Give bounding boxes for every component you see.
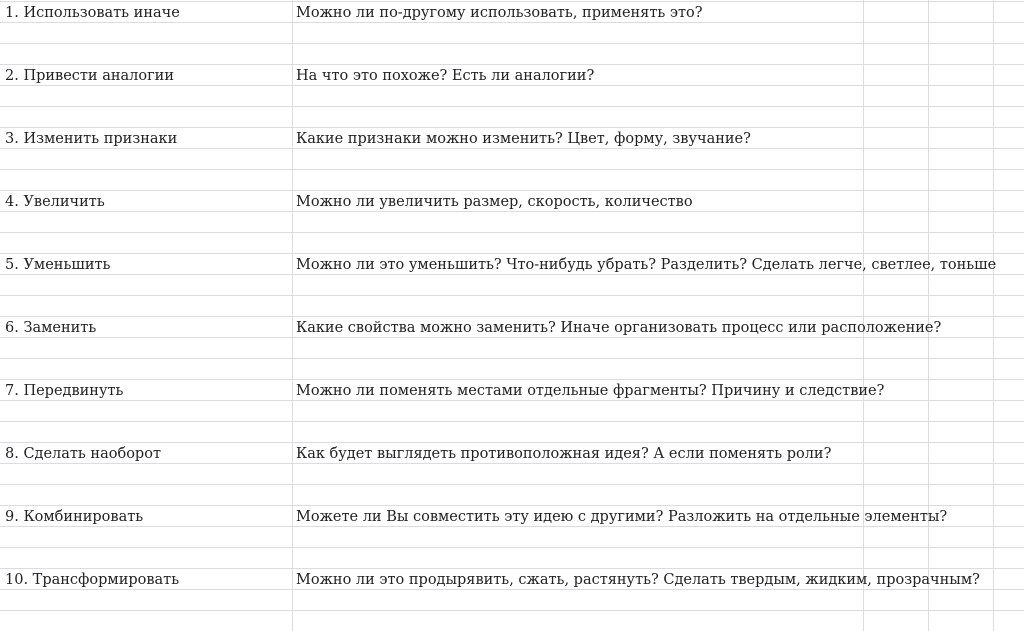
question-cell[interactable]: Какие признаки можно изменить? Цвет, форму, звучание?: [296, 131, 751, 147]
technique-name-cell[interactable]: 2. Привести аналогии: [5, 68, 175, 84]
question-cell[interactable]: Можно ли это уменьшить? Что-нибудь убрать? Разделить? Сделать легче, светлее, тоньше: [296, 257, 997, 273]
question-cell[interactable]: Какие свойства можно заменить? Иначе организовать процесс или расположение?: [296, 320, 942, 336]
question-cell[interactable]: Как будет выглядеть противоположная идея? А если поменять роли?: [296, 446, 832, 462]
question-cell[interactable]: Можно ли поменять местами отдельные фрагменты? Причину и следствие?: [296, 383, 885, 399]
technique-name-cell[interactable]: 8. Сделать наоборот: [5, 446, 161, 462]
technique-name-cell[interactable]: 6. Заменить: [5, 320, 97, 336]
technique-name-cell[interactable]: 4. Увеличить: [5, 194, 105, 210]
technique-name-cell[interactable]: 3. Изменить признаки: [5, 131, 178, 147]
technique-name-cell[interactable]: 10. Трансформировать: [5, 572, 180, 588]
technique-name-cell[interactable]: 9. Комбинировать: [5, 509, 144, 525]
technique-name-cell[interactable]: 5. Уменьшить: [5, 257, 111, 273]
table-row: [0, 569, 1024, 590]
table-row: [0, 254, 1024, 275]
question-cell[interactable]: На что это похоже? Есть ли аналогии?: [296, 68, 595, 84]
table-row: [0, 506, 1024, 527]
table-row: [0, 317, 1024, 338]
question-cell[interactable]: Можно ли это продырявить, сжать, растянуть? Сделать твердым, жидким, прозрачным?: [296, 572, 980, 588]
table-row: [0, 191, 1024, 212]
table-row: [0, 443, 1024, 464]
question-cell[interactable]: Можно ли увеличить размер, скорость, количество: [296, 194, 693, 210]
technique-name-cell[interactable]: 1. Использовать иначе: [5, 5, 180, 21]
table-row: [0, 128, 1024, 149]
question-cell[interactable]: Можно ли по-другому использовать, применять это?: [296, 5, 703, 21]
question-cell[interactable]: Можете ли Вы совместить эту идею с другими? Разложить на отдельные элементы?: [296, 509, 948, 525]
table-row: [0, 65, 1024, 86]
table-row: [0, 380, 1024, 401]
technique-name-cell[interactable]: 7. Передвинуть: [5, 383, 124, 399]
table-row: [0, 2, 1024, 23]
